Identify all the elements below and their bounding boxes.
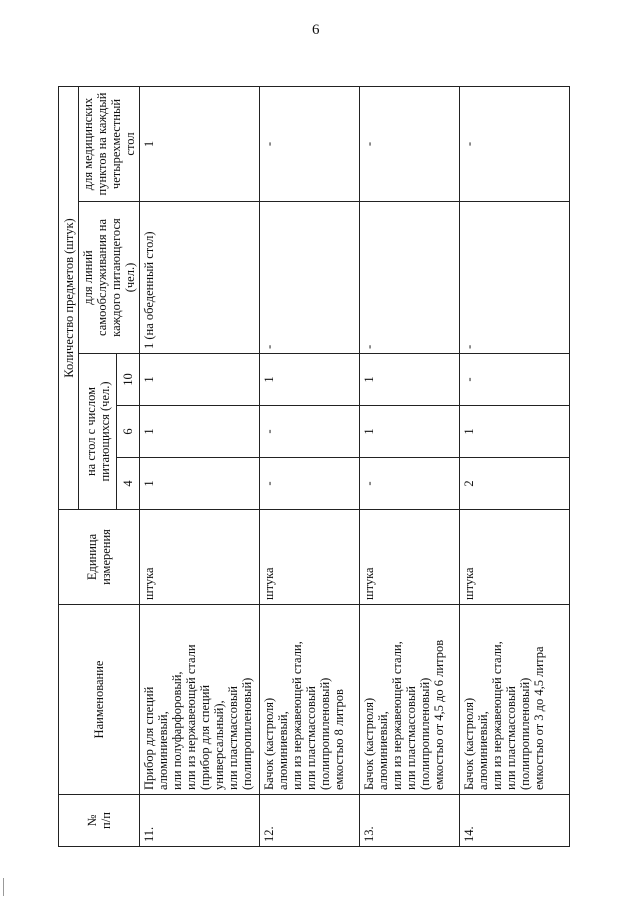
cell-self-text: -	[362, 344, 376, 349]
cell-c10	[360, 354, 460, 406]
cell-c6-text: 1	[462, 428, 476, 435]
cell-name	[460, 605, 570, 795]
cell-unit	[460, 510, 570, 605]
items-table	[58, 86, 570, 847]
cell-name-text: Бачок (кастрюля) алюминиевый, или из нержавеющей стали, или пластмассовый (полипропиленовый) емкостью от 3 до 4,5 литра	[462, 641, 546, 790]
header-qty-text: Количество предметов (штук)	[61, 218, 76, 378]
cell-c10	[260, 354, 360, 406]
cell-self	[140, 202, 260, 354]
rotated-table-container	[58, 87, 553, 847]
cell-unit-text: штука	[362, 567, 376, 600]
header-c10-text: 10	[121, 373, 136, 386]
cell-unit-text: штука	[262, 567, 276, 600]
header-unit-text: Единица измерения	[85, 529, 113, 585]
cell-c10-text: 1	[362, 376, 376, 383]
cell-name	[260, 605, 360, 795]
header-c6	[117, 406, 140, 458]
cell-num	[360, 795, 460, 847]
cell-name-text: Прибор для специй алюминиевый, или полуфарфоровый, или из нержавеющей стали (прибор для специй универсальный), или пластмассовый (полипропиленовый)	[142, 644, 254, 790]
cell-self	[260, 202, 360, 354]
cell-med	[260, 86, 360, 201]
cell-c4-text: -	[362, 481, 376, 486]
cell-name-text: Бачок (кастрюля) алюминиевый, или из нержавеющей стали, или пластмассовый (полипропиленовый) емкостью от 4,5 до 6 литров	[362, 639, 446, 790]
header-c4	[117, 458, 140, 510]
cell-name	[140, 605, 260, 795]
header-med	[79, 86, 140, 201]
cell-unit	[260, 510, 360, 605]
cell-c10-text: -	[462, 377, 476, 382]
cell-unit	[360, 510, 460, 605]
cell-c10-text: 1	[262, 376, 276, 383]
cell-name	[360, 605, 460, 795]
header-self-text: для линий самообслуживания на каждого питающегося (чел.)	[81, 218, 137, 337]
cell-c6-text: 1	[142, 428, 156, 435]
cell-c6	[360, 406, 460, 458]
cell-c10	[140, 354, 260, 406]
header-num-text: № п/п	[85, 812, 113, 829]
cell-c6	[460, 406, 570, 458]
table-row	[260, 86, 360, 846]
table-row	[140, 86, 260, 846]
cell-num-text: 11.	[142, 826, 156, 842]
cell-c6-text: -	[262, 429, 276, 434]
cell-unit-text: штука	[462, 567, 476, 600]
header-table-text: на стол с числом питающихся (чел.)	[83, 381, 112, 482]
cell-med-text: -	[462, 141, 476, 147]
cell-c4	[460, 458, 570, 510]
header-med-text: для медицинских пунктов на каждый четырехместный стол	[81, 92, 137, 196]
header-c6-text: 6	[121, 428, 136, 435]
cell-c4-text: -	[262, 481, 276, 486]
scan-mark	[3, 878, 4, 896]
cell-num	[140, 795, 260, 847]
header-self	[79, 202, 140, 354]
cell-self	[460, 202, 570, 354]
header-name	[59, 605, 140, 795]
cell-self-text: -	[262, 344, 276, 349]
table-row	[460, 86, 570, 846]
cell-self-text: -	[462, 344, 476, 349]
cell-self	[360, 202, 460, 354]
cell-num-text: 14.	[462, 826, 476, 842]
cell-num	[260, 795, 360, 847]
cell-c6-text: 1	[362, 428, 376, 435]
cell-unit	[140, 510, 260, 605]
cell-c4-text: 2	[462, 480, 476, 487]
cell-num-text: 13.	[362, 826, 376, 842]
cell-num	[460, 795, 570, 847]
cell-med-text: 1	[142, 140, 156, 148]
cell-med	[360, 86, 460, 201]
cell-med-text: -	[362, 141, 376, 147]
cell-self-text: 1 (на обеденный стол)	[142, 231, 156, 349]
header-table	[79, 354, 117, 510]
cell-c4-text: 1	[142, 480, 156, 487]
header-c10	[117, 354, 140, 406]
cell-name-text: Бачок (кастрюля) алюминиевый, или из нержавеющей стали, или пластмассовый (полипропиленовый) емкостью 8 литров	[262, 641, 346, 790]
header-c4-text: 4	[121, 480, 136, 487]
cell-med	[460, 86, 570, 201]
cell-unit-text: штука	[142, 567, 156, 600]
cell-c10	[460, 354, 570, 406]
cell-num-text: 12.	[262, 826, 276, 842]
cell-med-text: -	[262, 141, 276, 147]
cell-c4	[260, 458, 360, 510]
page-number: 6	[312, 22, 320, 38]
cell-c4	[360, 458, 460, 510]
cell-c6	[260, 406, 360, 458]
header-num	[59, 795, 140, 847]
cell-c10-text: 1	[142, 376, 156, 383]
header-name-text: Наименование	[92, 660, 106, 739]
cell-c4	[140, 458, 260, 510]
header-unit	[59, 510, 140, 605]
cell-c6	[140, 406, 260, 458]
header-qty	[59, 86, 79, 509]
cell-med	[140, 86, 260, 201]
table-row	[360, 86, 460, 846]
